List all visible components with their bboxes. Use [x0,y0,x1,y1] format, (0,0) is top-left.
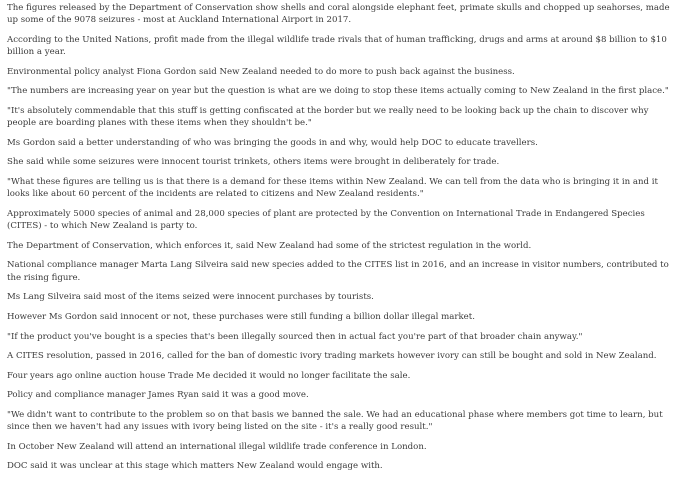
article-paragraph: Approximately 5000 species of animal and 28,000 species of plant are protected by the Convention on International Trade in Endangered Species (CITES) - to which New Zealand is party to. [7,208,645,232]
article-paragraph: Four years ago online auction house Trade Me decided it would no longer facilitate the sale. [7,370,411,381]
article-paragraph: "What these figures are telling us is that there is a demand for these items within New Zealand. We can tell from the data who is bringing it in and it looks like about 60 percent of the incidents are related to citizens and New Zealand residents." [7,177,658,200]
article-paragraph: However Ms Gordon said innocent or not, these purchases were still funding a billion dollar illegal market. [7,311,475,322]
article-paragraph: "We didn't want to contribute to the problem so on that basis we banned the sale. We had an educational phase where members got time to learn, but since then we haven't had any issues with ivory being listed on the site - it's a really good result." [7,409,663,433]
article-paragraph: In October New Zealand will attend an international illegal wildlife trade conference in London. [7,441,427,452]
article-paragraph: "It's absolutely commendable that this stuff is getting confiscated at the border but we really need to be looking back up the chain to discover why people are boarding planes with these items when they shouldn't be." [7,105,649,129]
article-paragraph: Environmental policy analyst Fiona Gordon said New Zealand needed to do more to push back against the business. [7,66,515,77]
article-paragraph: "If the product you've bought is a species that's been illegally sourced then in actual fact you're part of that broader chain anyway." [7,331,583,342]
article-paragraph: National compliance manager Marta Lang Silveira said new species added to the CITES list in 2016, and an increase in visitor numbers, contributed to the rising figure. [7,260,669,283]
article-paragraph: "The numbers are increasing year on year but the question is what are we doing to stop these items actually coming to New Zealand in the first place." [7,86,669,97]
article-paragraph: She said while some seizures were innocent tourist trinkets, others items were brought in deliberately for trade. [7,157,500,168]
article-paragraph: According to the United Nations, profit made from the illegal wildlife trade rivals that of human trafficking, drugs and arms at around $8 billion to $10 billion a year. [7,34,667,58]
article-paragraph: Ms Lang Silveira said most of the items seized were innocent purchases by tourists. [7,292,374,303]
article-paragraph: A CITES resolution, passed in 2016, called for the ban of domestic ivory trading markets however ivory can still be bought and sold in New Zealand. [7,351,657,362]
article-body [7,2,679,480]
article-paragraph: The Department of Conservation, which enforces it, said New Zealand had some of the strictest regulation in the world. [7,240,532,251]
article-paragraph: DOC said it was unclear at this stage which matters New Zealand would engage with. [7,461,383,472]
article-paragraph: Ms Gordon said a better understanding of who was bringing the goods in and why, would help DOC to educate travellers. [7,137,538,148]
article-paragraph: The figures released by the Department of Conservation show shells and coral alongside elephant feet, primate skulls and chopped up seahorses, made up some of the 9078 seizures - most at Auckland International Airport in 2017. [7,3,670,26]
article-paragraph: Policy and compliance manager James Ryan said it was a good move. [7,390,309,401]
